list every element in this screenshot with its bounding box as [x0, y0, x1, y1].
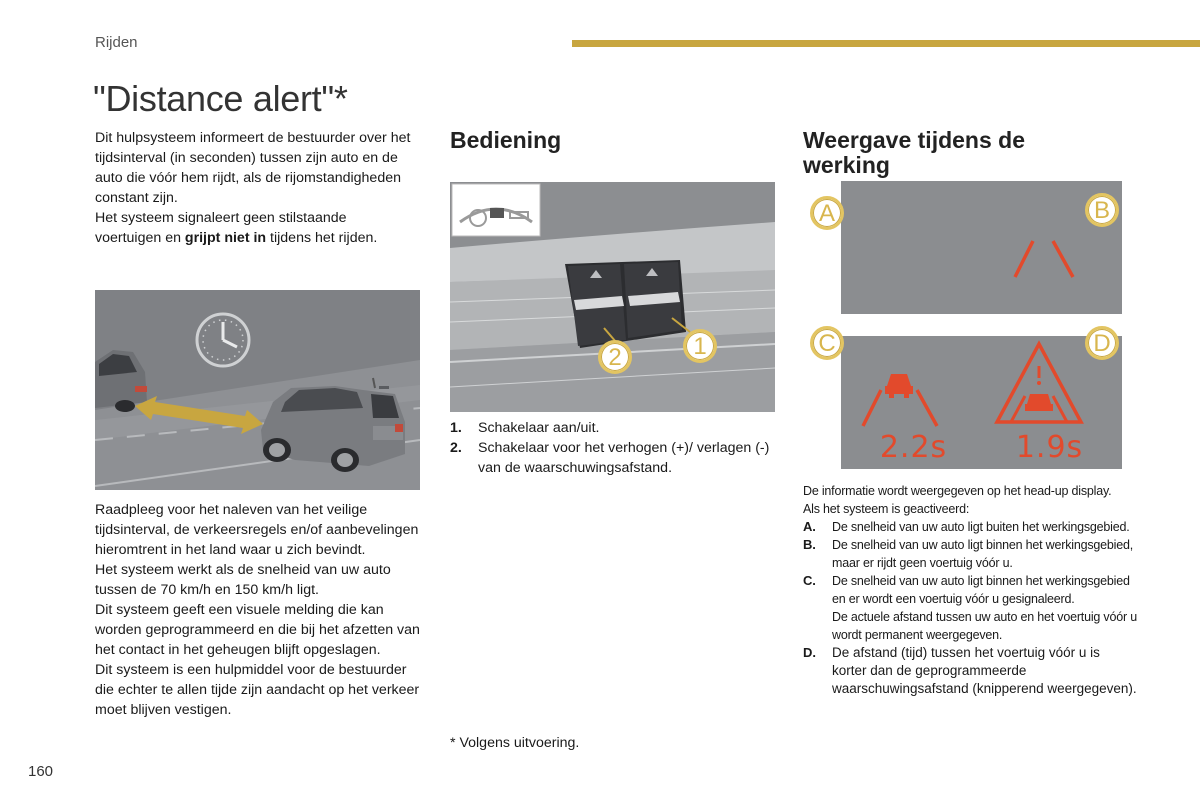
lane-lines-icon	[1015, 241, 1073, 277]
callout-2-badge: 2	[598, 340, 632, 374]
intro-text-bold: grijpt niet in	[184, 230, 267, 246]
intro-paragraph-1: Dit hulpsysteem informeert de bestuurder over het tijdsinterval (in seconden) tussen zijn auto en de auto die vóór hem rijdt, als de rijomstandigheden constant zijn.	[95, 130, 411, 206]
hud-distance-value: 1.9s	[1015, 430, 1084, 465]
list-item-letter: B.	[803, 537, 816, 552]
display-intro-1: De informatie wordt weergegeven op het head-up display.	[803, 484, 1112, 498]
list-item-number: 1.	[450, 420, 462, 436]
car-ahead-hud-icon	[863, 374, 937, 426]
panel-badge-c: C	[810, 326, 844, 360]
warning-triangle-icon	[997, 344, 1081, 422]
list-item-text: De snelheid van uw auto ligt buiten het werkingsgebied.	[832, 520, 1130, 534]
column-1-body	[95, 500, 425, 720]
list-item-letter: C.	[803, 573, 816, 588]
controls-list	[450, 418, 780, 478]
hud-panel-c	[841, 336, 986, 469]
car-behind-icon	[95, 350, 147, 412]
clock-icon	[197, 314, 249, 366]
console-illustration	[450, 182, 775, 412]
hud-panel-a	[841, 181, 986, 314]
callout-1-badge: 1	[683, 329, 717, 363]
list-item-text: De snelheid van uw auto ligt binnen het werkingsgebied en er wordt een voertuig vóór u gesignaleerd.	[832, 574, 1130, 606]
list-item-letter: A.	[803, 519, 816, 534]
distance-illustration	[95, 290, 420, 490]
page-number: 160	[28, 763, 54, 780]
list-item-text: De afstand (tijd) tussen het voertuig vóór u is korter dan de geprogrammeerde waarschuwingsafstand (knipperend weergegeven).	[832, 645, 1137, 696]
list-item-text: Schakelaar voor het verhogen (+)/ verlagen (-) van de waarschuwingsafstand.	[478, 440, 770, 476]
list-item	[803, 536, 1138, 572]
hud-distance-value: 2.2s	[879, 430, 948, 465]
list-item-extra: De actuele afstand tussen uw auto en het voertuig vóór u wordt permanent weergegeven.	[832, 610, 1137, 642]
weergave-heading: Weergave tijdens de werking	[803, 127, 1025, 178]
intro-text-a: Het systeem signaleert geen stilstaande voertuigen en	[95, 210, 347, 246]
panel-badge-b: B	[1085, 193, 1119, 227]
footnote: * Volgens uitvoering.	[450, 735, 580, 751]
header-rule	[572, 40, 1200, 47]
intro-paragraph-2	[95, 208, 415, 248]
body-paragraph-3: Dit systeem geeft een visuele melding die kan worden geprogrammeerd en die bij het afzetten van het contact in het geheugen blijft opgeslagen.	[95, 602, 420, 658]
dashboard-inset-icon	[452, 184, 540, 236]
list-item	[803, 572, 1138, 644]
list-item-text: De snelheid van uw auto ligt binnen het werkingsgebied, maar er rijdt geen voertuig vóór u.	[832, 538, 1134, 570]
list-item-text: Schakelaar aan/uit.	[478, 420, 600, 436]
list-item	[450, 438, 780, 478]
list-item-number: 2.	[450, 440, 462, 456]
intro-text	[95, 128, 415, 248]
list-item	[450, 418, 780, 438]
body-paragraph-1: Raadpleeg voor het naleven van het veilige tijdsinterval, de verkeersregels en/of aanbevelingen hieromtrent in het land waar u zich bevindt.	[95, 502, 419, 558]
intro-text-c: tijdens het rijden.	[266, 230, 378, 246]
bediening-heading: Bediening	[450, 127, 562, 153]
list-item-letter: D.	[803, 645, 816, 660]
panel-badge-d: D	[1085, 326, 1119, 360]
panel-badge-a: A	[810, 196, 844, 230]
body-paragraph-4: Dit systeem is een hulpmiddel voor de bestuurder die echter te allen tijde zijn aandacht op het verkeer moet blijven vestigen.	[95, 662, 420, 718]
list-item	[803, 644, 1138, 698]
display-description	[803, 482, 1138, 698]
page-title: "Distance alert"*	[93, 78, 348, 119]
display-intro-2: Als het systeem is geactiveerd:	[803, 502, 970, 516]
display-states-list	[803, 518, 1138, 698]
section-label: Rijden	[95, 34, 138, 51]
list-item	[803, 518, 1138, 536]
body-paragraph-2: Het systeem werkt als de snelheid van uw auto tussen de 70 km/h en 150 km/h ligt.	[95, 562, 391, 598]
